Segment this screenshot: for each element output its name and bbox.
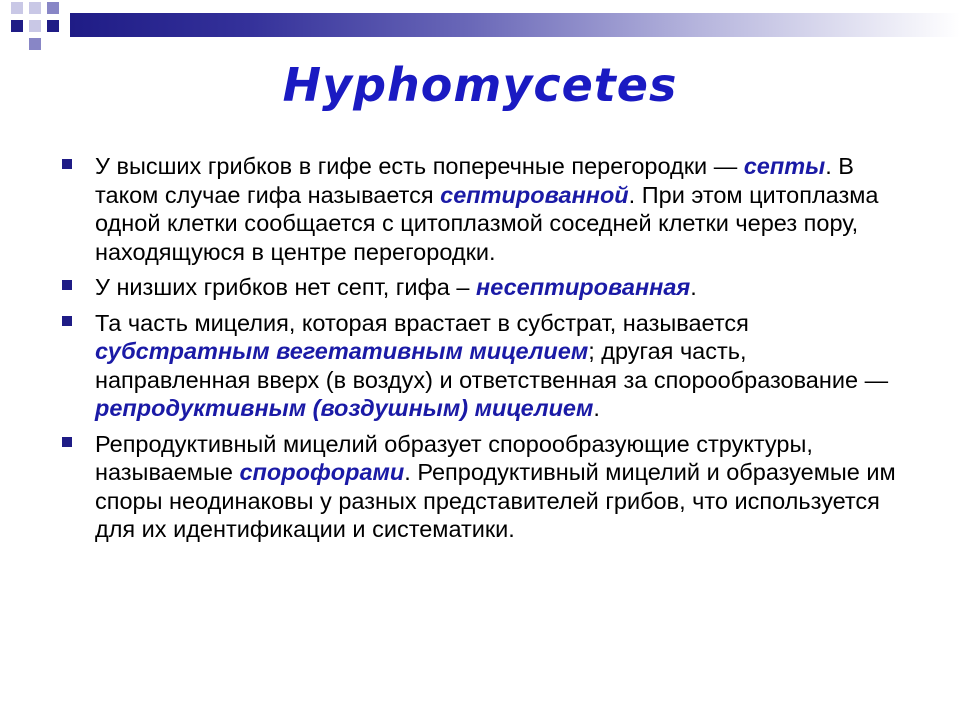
term-sporophores: спорофорами [239,459,405,485]
decor-square-6 [47,20,59,32]
square-bullet-icon [62,437,72,447]
header-gradient-bar [70,13,960,37]
decor-square-2 [29,2,41,14]
term-nonseptate: несептированная [476,274,691,300]
decor-square-7 [29,38,41,50]
square-bullet-icon [62,316,72,326]
decor-square-1 [11,2,23,14]
corner-decoration-squares [0,0,80,64]
bullet-item-sporophores: Репродуктивный мицелий образует спорообразующие структуры, называемые спорофорами. Репродуктивный мицелий и образуемые им споры неодинаковы у разных представителей грибов, что используется для их идентификации и систематики. [58,430,898,544]
bullet-item-mycelium: Та часть мицелия, которая врастает в субстрат, называется субстратным вегетативным мицелием; другая часть, направленная вверх (в воздух) и ответственная за спорообразование — репродуктивным (воздушным) мицелием. [58,309,898,423]
slide-title: Hyphomycetes [282,58,678,112]
term-aerial-mycelium: репродуктивным (воздушным) мицелием [95,395,594,421]
square-bullet-icon [62,280,72,290]
term-septate: септированной [440,181,629,208]
square-bullet-icon [62,159,72,169]
bullet-list [58,152,898,551]
decor-square-4 [11,20,23,32]
bullet-item-septa: У высших грибков в гифе есть поперечные перегородки — септы. В таком случае гифа называется септированной. При этом цитоплазма одной клетки сообщается с цитоплазмой соседней клетки через пору, находящуюся в центре перегородки. [58,152,898,266]
term-septa: септы [743,153,826,179]
term-substrate-mycelium: субстратным вегетативным мицелием [95,338,589,364]
bullet-item-nonseptate: У низших грибков нет септ, гифа – несептированная. [58,273,898,302]
decor-square-5 [29,20,41,32]
decor-square-3 [47,2,59,14]
